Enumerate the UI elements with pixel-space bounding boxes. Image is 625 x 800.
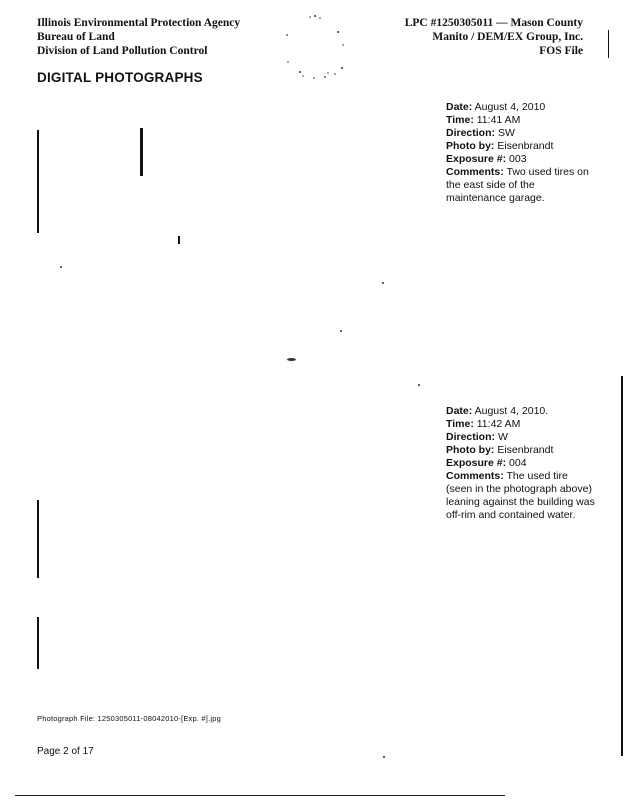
scan-mark (37, 500, 39, 578)
photo-exposure-row: Exposure #: 003 (446, 153, 527, 165)
photo-time-row: Time: 11:42 AM (446, 418, 521, 430)
scan-speck (287, 358, 296, 361)
page-number: Page 2 of 17 (37, 746, 94, 757)
case-number: LPC #1250305011 — Mason County (404, 17, 583, 29)
scan-speck (340, 330, 342, 332)
scan-speck (418, 384, 420, 386)
agency-header (37, 16, 240, 58)
photo-by-row: Photo by: Eisenbrandt (446, 140, 554, 152)
page-edge-line (15, 795, 505, 796)
photo-date-row: Date: August 4, 2010 (446, 101, 546, 113)
division-name: Division of Land Pollution Control (37, 45, 208, 57)
case-header (405, 16, 583, 58)
scan-mark (621, 376, 623, 756)
scan-speck (60, 266, 62, 268)
photo-info-1 (446, 101, 596, 205)
scan-speck (382, 282, 384, 284)
photo-time-row: Time: 11:41 AM (446, 114, 521, 126)
scan-speck (383, 756, 385, 758)
scan-mark (37, 617, 39, 669)
scan-mark (178, 236, 180, 244)
photo-direction-row: Direction: W (446, 431, 508, 443)
scan-mark (37, 130, 39, 233)
photo-date-row: Date: August 4, 2010. (446, 405, 549, 417)
site-name: Manito / DEM/EX Group, Inc. (432, 31, 583, 43)
photo-info-2 (446, 405, 596, 522)
photo-exposure-row: Exposure #: 004 (446, 457, 527, 469)
photo-comments-row: Comments: The used tire (seen in the photograph above) leaning against the building was off-rim and contained water. (446, 470, 595, 521)
photo-file-caption: Photograph File: 1250305011-08042010-[Exp. #].jpg (37, 714, 221, 723)
photo-direction-row: Direction: SW (446, 127, 515, 139)
file-type: FOS File (539, 45, 583, 57)
page-title: DIGITAL PHOTOGRAPHS (37, 70, 203, 85)
scan-mark (140, 128, 143, 176)
agency-name: Illinois Environmental Protection Agency (37, 17, 241, 29)
photo-by-row: Photo by: Eisenbrandt (446, 444, 554, 456)
agency-seal-icon (280, 10, 350, 80)
photo-comments-row: Comments: Two used tires on the east side of the maintenance garage. (446, 166, 589, 204)
scan-mark (608, 30, 609, 58)
bureau-name: Bureau of Land (37, 31, 115, 43)
